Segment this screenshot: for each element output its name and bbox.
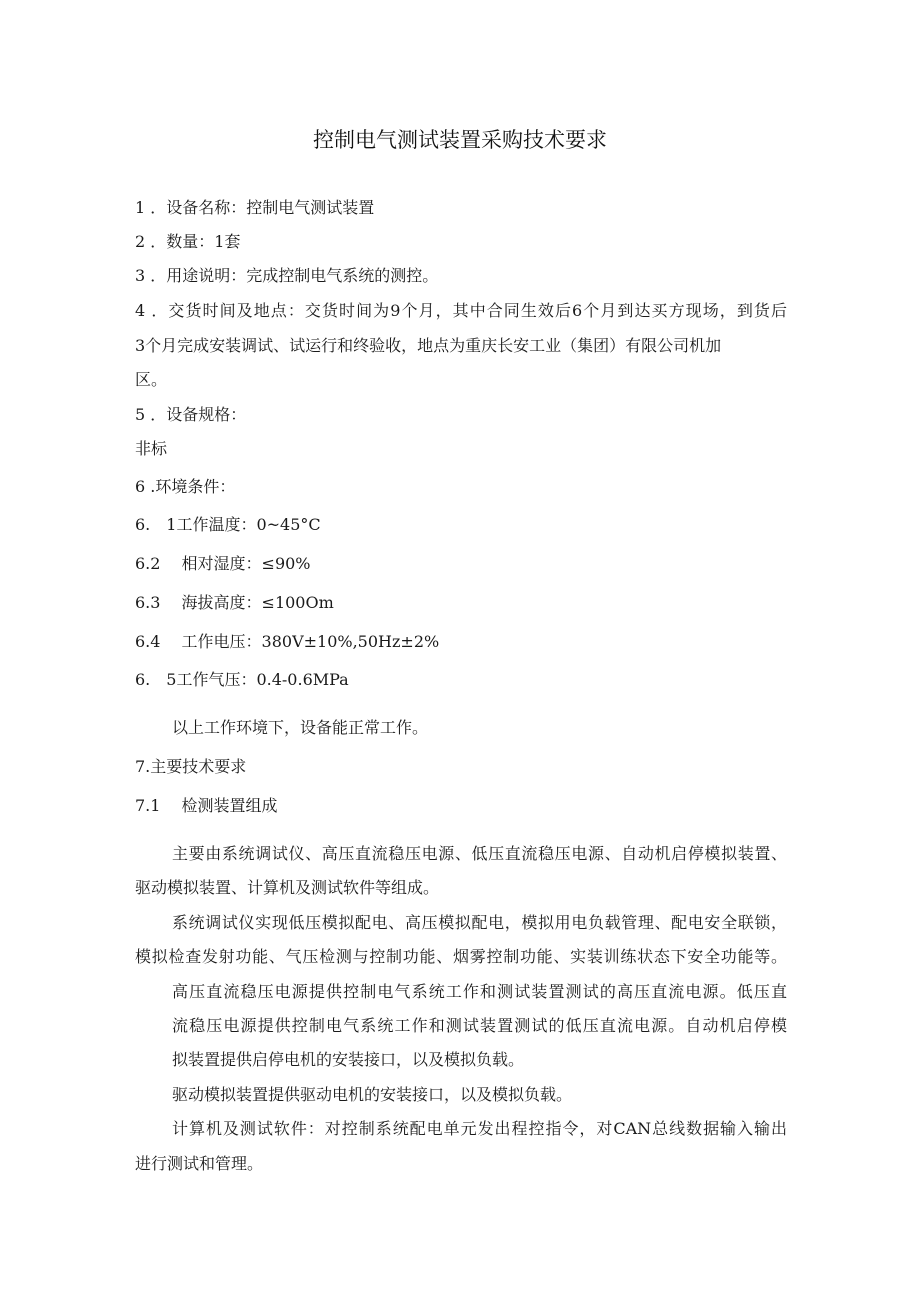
power-para-line-1: 高压直流稳压电源提供控制电气系统工作和测试装置测试的高压直流电源。低压直 [172, 982, 787, 1001]
item-4-delivery-line-1: 4 ．交货时间及地点：交货时间为9个月，其中合同生效后6个月到达买方现场，到货后 [135, 301, 787, 320]
document-title: 控制电气测试装置采购技术要求 [313, 128, 607, 152]
item-1-device-name: 1 ．设备名称：控制电气测试装置 [135, 198, 375, 217]
env-summary: 以上工作环境下，设备能正常工作。 [172, 718, 429, 737]
env-temperature: 6. 1工作温度：0~45°C [135, 515, 321, 534]
env-humidity: 6.2 相对湿度：≤90% [135, 554, 311, 573]
composition-para-line-2: 驱动模拟装置、计算机及测试软件等组成。 [135, 878, 440, 897]
composition-para-line-1: 主要由系统调试仪、高压直流稳压电源、低压直流稳压电源、自动机启停模拟装置、 [172, 844, 787, 863]
software-para-line-2: 进行测试和管理。 [135, 1154, 264, 1173]
section-7-heading: 7.主要技术要求 [135, 757, 247, 776]
debugger-para-line-1: 系统调试仪实现低压模拟配电、高压模拟配电，模拟用电负载管理、配电安全联锁， [172, 913, 787, 932]
item-5-specs-value: 非标 [135, 439, 168, 458]
item-4-delivery-line-2: 3个月完成安装调试、试运行和终验收，地点为重庆长安工业（集团）有限公司机加 [135, 336, 722, 355]
item-2-quantity: 2 ．数量：1套 [135, 232, 241, 251]
item-5-specs: 5 ．设备规格： [135, 405, 247, 424]
item-3-purpose: 3 ．用途说明：完成控制电气系统的测控。 [135, 266, 439, 285]
power-para-line-2: 流稳压电源提供控制电气系统工作和测试装置测试的低压直流电源。自动机启停模 [172, 1016, 787, 1035]
drive-sim-para: 驱动模拟装置提供驱动电机的安装接口，以及模拟负载。 [172, 1085, 573, 1104]
power-para-line-3: 拟装置提供启停电机的安装接口，以及模拟负载。 [172, 1050, 525, 1069]
env-voltage: 6.4 工作电压：380V±10%,50Hz±2% [135, 632, 440, 651]
software-para-line-1: 计算机及测试软件：对控制系统配电单元发出程控指令，对CAN总线数据输入输出 [172, 1119, 787, 1138]
env-air-pressure: 6. 5工作气压：0.4-0.6MPa [135, 670, 349, 689]
section-7-1-heading: 7.1 检测装置组成 [135, 796, 278, 815]
env-altitude: 6.3 海拔高度：≤100Om [135, 593, 334, 612]
debugger-para-line-2: 模拟检查发射功能、气压检测与控制功能、烟雾控制功能、实装训练状态下安全功能等。 [135, 947, 787, 966]
item-6-environment: 6 .环境条件： [135, 477, 236, 496]
item-4-delivery-line-3: 区。 [135, 370, 168, 389]
